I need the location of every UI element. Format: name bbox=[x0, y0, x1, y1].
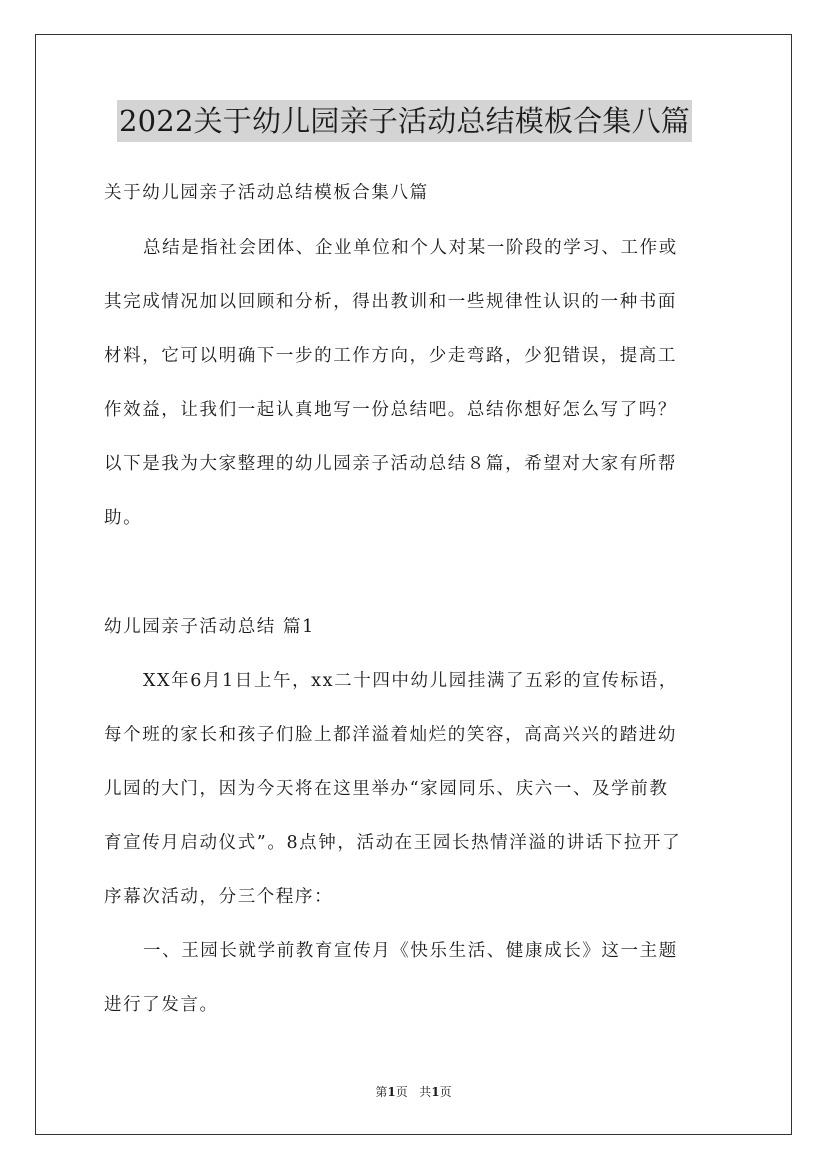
total-label: 页 bbox=[439, 1085, 452, 1099]
item-line-1: 一、王园长就学前教育宣传月《快乐生活、健康成长》这一主题 bbox=[143, 941, 678, 961]
section-line-2: 每个班的家长和孩子们脸上都洋溢着灿烂的笑容，高高兴兴的踏进幼 bbox=[104, 725, 677, 745]
page-prefix: 第 bbox=[375, 1085, 388, 1099]
total-number: 1 bbox=[431, 1085, 440, 1099]
page-label: 页 bbox=[395, 1085, 408, 1099]
section-line-4: 育宣传月启动仪式”。8点钟，活动在王园长热情洋溢的讲话下拉开了 bbox=[104, 833, 682, 853]
section-line-5: 序幕次活动，分三个程序： bbox=[104, 887, 334, 907]
intro-line-2: 其完成情况加以回顾和分析，得出教训和一些规律性认识的一种书面 bbox=[104, 292, 677, 312]
page-footer bbox=[0, 1084, 827, 1100]
intro-line-6: 助。 bbox=[104, 508, 143, 528]
section-line-1: XX年6月1日上午，xx二十四中幼儿园挂满了五彩的宣传标语， bbox=[143, 671, 678, 691]
intro-line-5: 以下是我为大家整理的幼儿园亲子活动总结８篇，希望对大家有所帮 bbox=[104, 454, 677, 474]
document-title: 2022关于幼儿园亲子活动总结模板合集八篇 bbox=[117, 100, 692, 142]
item-line-2: 进行了发言。 bbox=[104, 995, 219, 1015]
page-number: 1 bbox=[387, 1085, 396, 1099]
section-line-3: 儿园的大门，因为今天将在这里举办“家园同乐、庆六一、及学前教 bbox=[104, 779, 669, 799]
intro-line-1: 总结是指社会团体、企业单位和个人对某一阶段的学习、工作或 bbox=[143, 238, 678, 258]
document-subtitle: 关于幼儿园亲子活动总结模板合集八篇 bbox=[104, 183, 429, 203]
section-heading: 幼儿园亲子活动总结 篇1 bbox=[104, 617, 315, 637]
total-prefix: 共 bbox=[419, 1085, 432, 1099]
intro-line-4: 作效益，让我们一起认真地写一份总结吧。总结你想好怎么写了吗？ bbox=[104, 400, 677, 420]
intro-line-3: 材料，它可以明确下一步的工作方向，少走弯路，少犯错误，提高工 bbox=[104, 346, 677, 366]
